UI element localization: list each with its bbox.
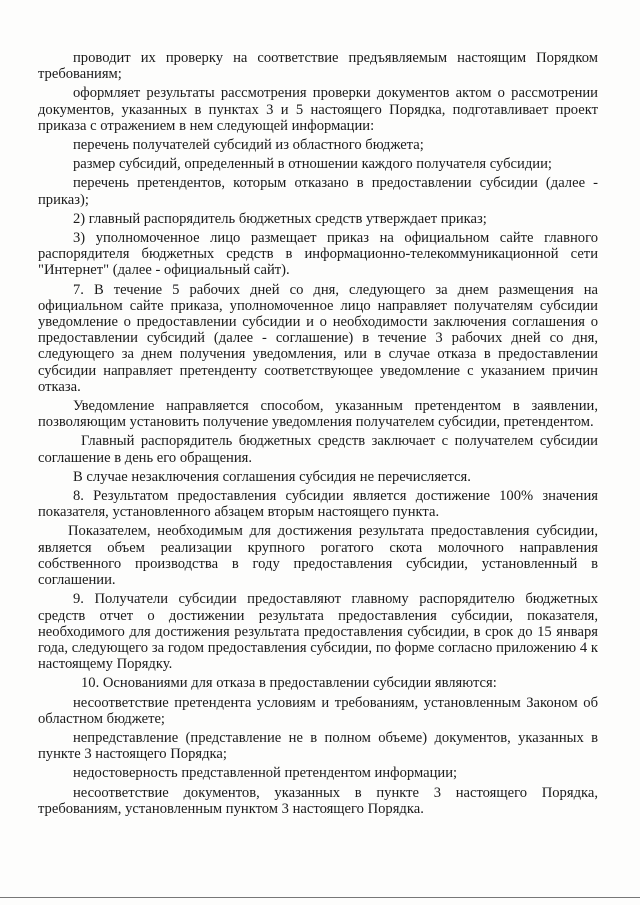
paragraph: перечень получателей субсидий из областного бюджета; [73,137,424,154]
paragraph: 10. Основаниями для отказа в предоставлении субсидии являются: [81,675,497,692]
paragraph: Главный распорядитель бюджетных средств заключает с получателем субсидии соглашение в день его обращения. [38,433,598,466]
paragraph: оформляет результаты рассмотрения проверки документов актом о рассмотрении документов, указанных в пунктах 3 и 5 настоящего Порядка, подготавливает проект приказа с отражением в нем следующей информации: [38,85,598,134]
paragraph: 9. Получатели субсидии предоставляют главному распорядителю бюджетных средств отчет о достижении результата предоставления субсидии, показателя, необходимого для достижения результата предоставления субсидии, в срок до 15 января года, следующего за годом предоставления субсидии, по форме согласно приложению 4 к настоящему Порядку. [38,591,598,673]
paragraph: недостоверность представленной претендентом информации; [73,765,458,782]
paragraph: размер субсидий, определенный в отношении каждого получателя субсидии; [73,156,552,173]
paragraph: несоответствие претендента условиям и требованиям, установленным Законом об областном бюджете; [38,694,598,727]
paragraph: непредставление (представление не в полном объеме) документов, указанных в пункте 3 настоящего Порядка; [38,729,598,763]
paragraph: 7. В течение 5 рабочих дней со дня, следующего за днем размещения на официальном сайте приказа, уполномоченное лицо направляет получателям субсидии уведомление о предоставлении субсидии и о необходимости заключения соглашения о предоставлении субсидий (далее - соглашение) в течение 3 рабочих дней со дня, следующего за днем получения уведомления, или в случае отказа в предоставлении субсидии направляет претенденту соответствующее уведомление с указанием причин отказа. [38,281,598,395]
paragraph: Уведомление направляется способом, указанным претендентом в заявлении, позволяющим установить получение уведомления получателем субсидии, претендентом. [38,398,598,431]
bottom-scan-edge [0,897,640,898]
paragraph: В случае незаключения соглашения субсидия не перечисляется. [73,468,471,485]
paragraph: несоответствие документов, указанных в пункте 3 настоящего Порядка, требованиям, установленным пунктом 3 настоящего Порядка. [38,784,598,817]
paragraph: Показателем, необходимым для достижения результата предоставления субсидии, является объем реализации крупного рогатого скота молочного направления собственного производства в году предоставления субсидии, установленный в соглашении. [38,523,598,589]
paragraph: перечень претендентов, которым отказано в предоставлении субсидии (далее - приказ); [38,175,598,208]
paragraph: 2) главный распорядитель бюджетных средств утверждает приказ; [73,210,487,227]
document-body [38,50,598,820]
paragraph: 8. Результатом предоставления субсидии является достижение 100% значения показателя, установленного абзацем вторым настоящего пункта. [38,488,598,521]
paragraph: проводит их проверку на соответствие предъявляемым настоящим Порядком требованиям; [38,50,598,83]
paragraph: 3) уполномоченное лицо размещает приказ на официальном сайте главного распорядителя бюджетных средств в информационно-телекоммуникационной сети "Интернет" (далее - официальный сайт). [38,230,598,279]
